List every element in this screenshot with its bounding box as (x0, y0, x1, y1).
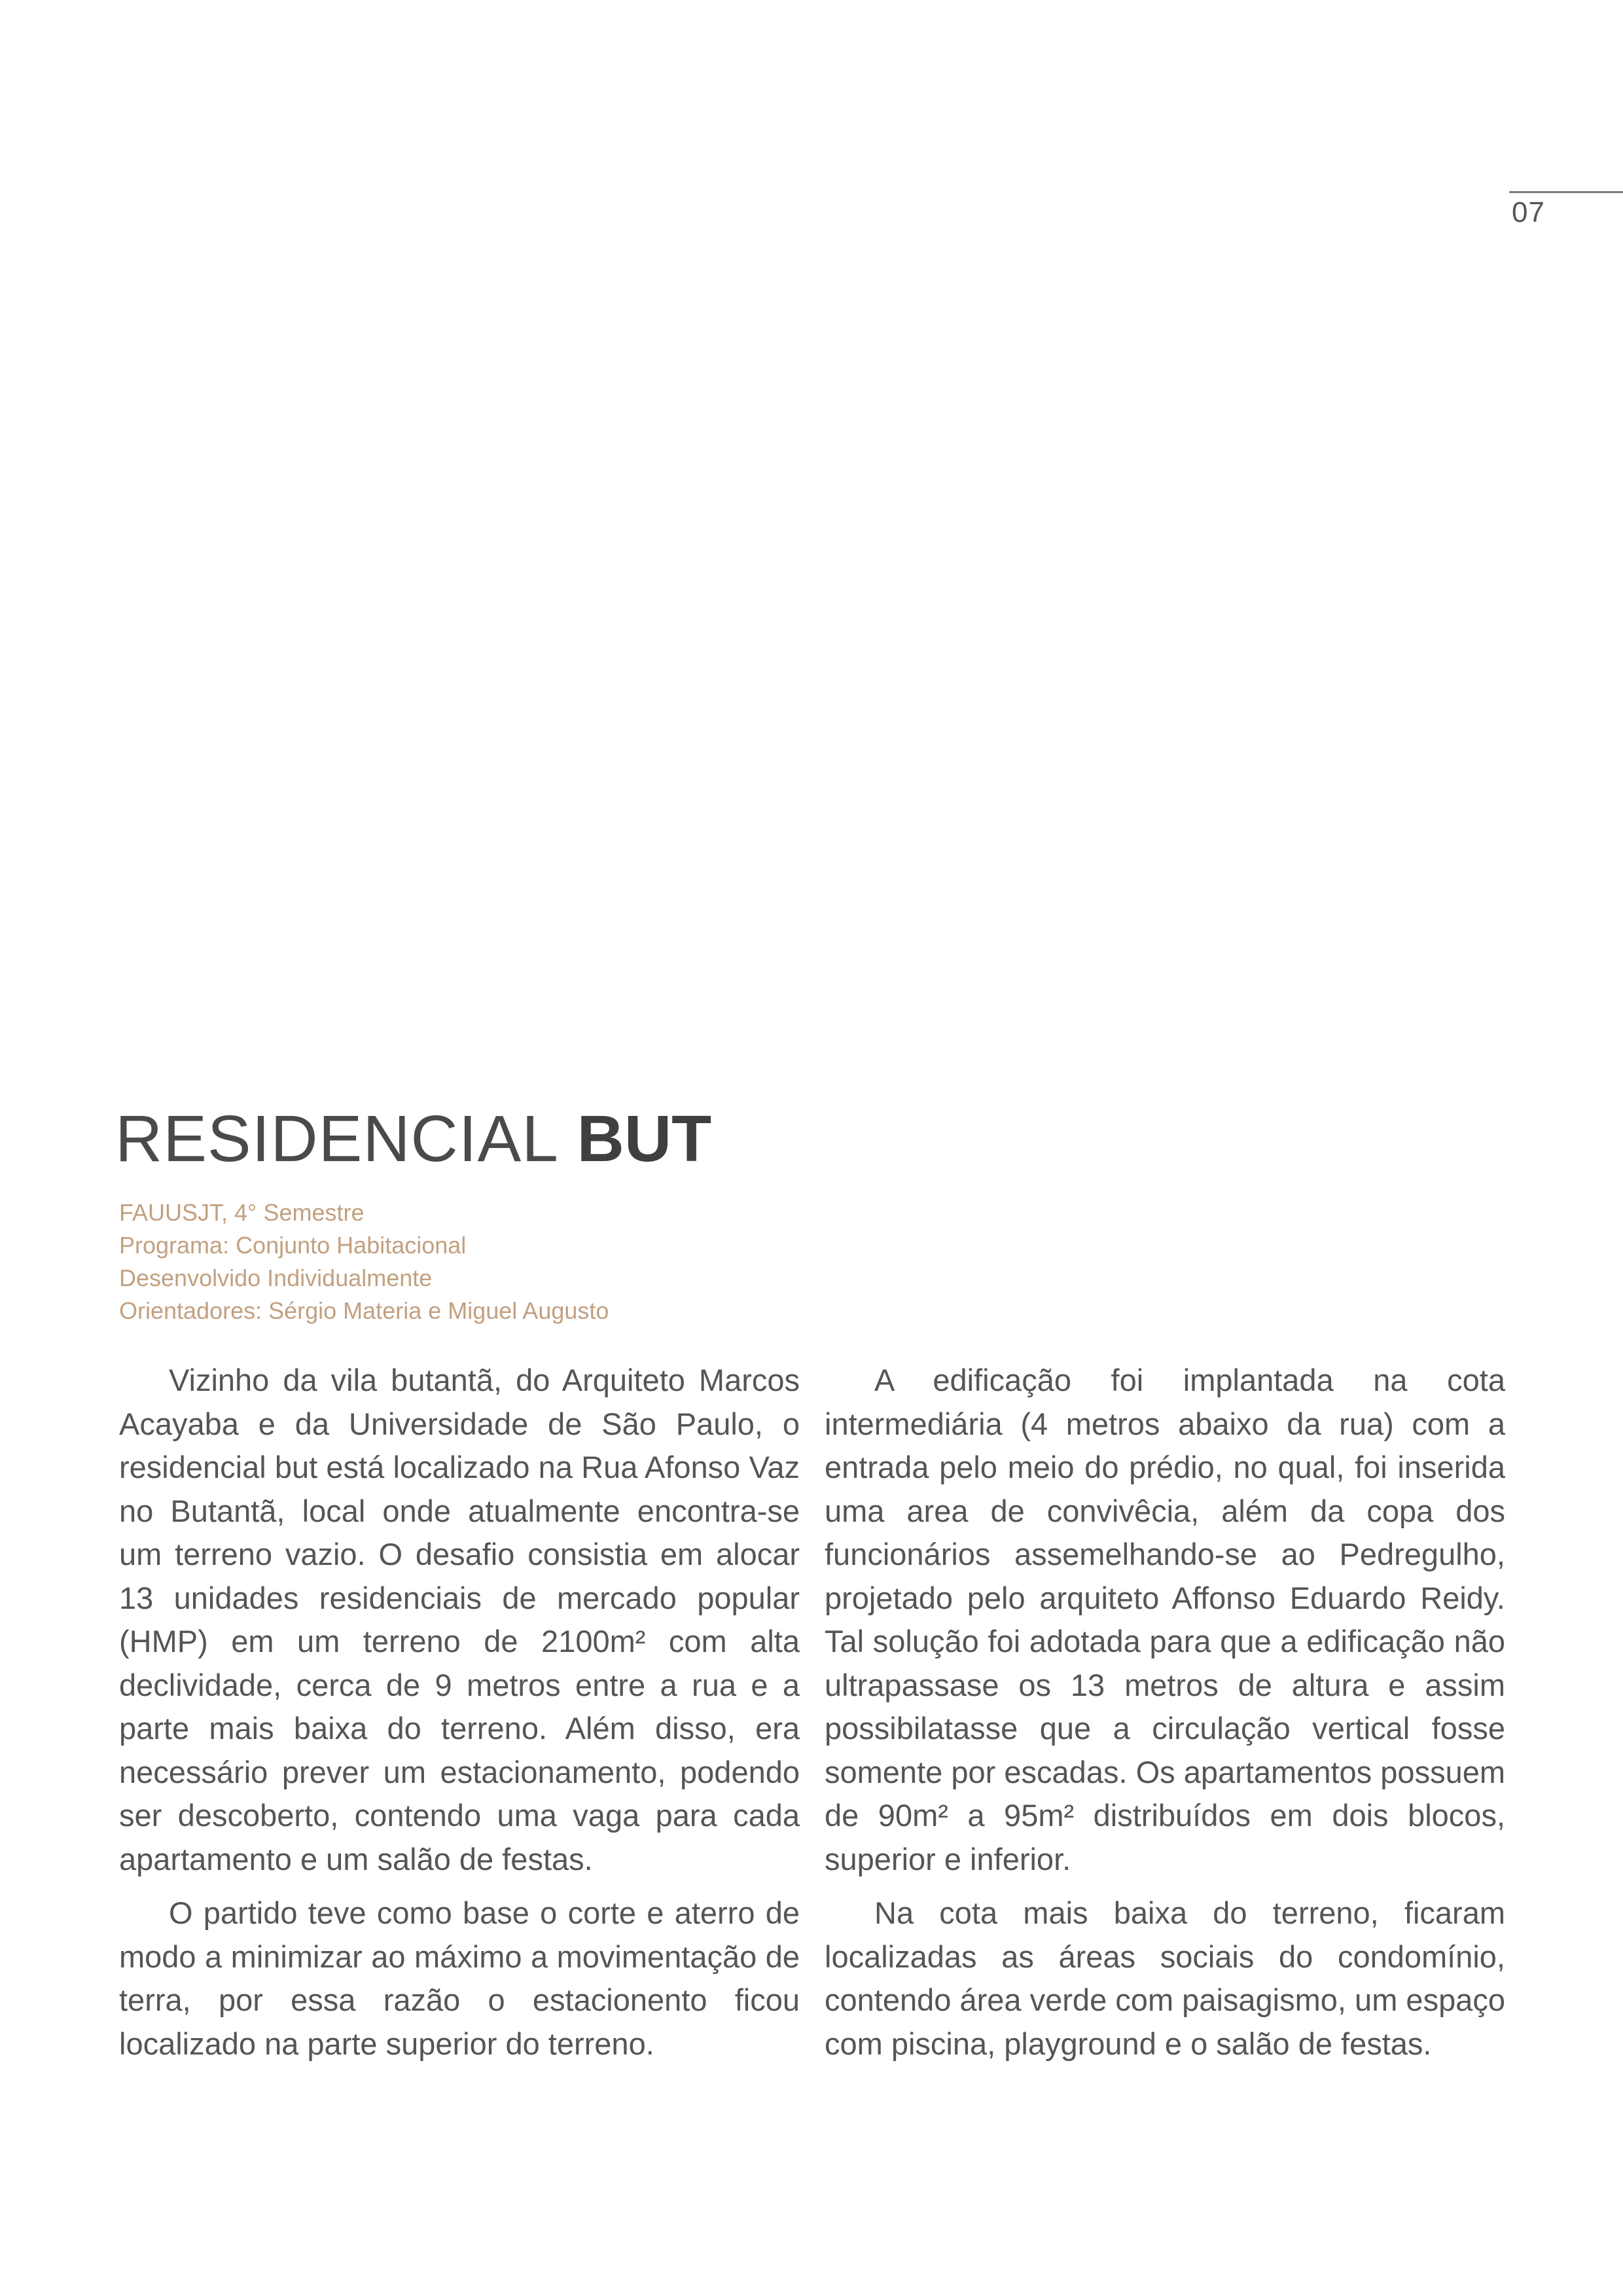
meta-development: Desenvolvido Individualmente (119, 1265, 433, 1291)
body-column-right (825, 1359, 1505, 2076)
body-column-left (119, 1359, 800, 2076)
meta-institution: FAUUSJT, 4° Semestre (119, 1199, 365, 1226)
title-bold: BUT (577, 1102, 712, 1175)
page-title (115, 1102, 712, 1175)
meta-program: Programa: Conjunto Habitacional (119, 1232, 467, 1259)
meta-advisors: Orientadores: Sérgio Materia e Miguel Augusto (119, 1297, 609, 1324)
project-meta (119, 1196, 609, 1327)
page-number: 07 (1512, 196, 1545, 228)
body-paragraph: A edificação foi implantada na cota intermediária (4 metros abaixo da rua) com a entrada pelo meio do prédio, no qual, foi inserida uma area de convivêcia, além da copa dos funcionários assemelhando-se ao Pedregulho, projetado pelo arquiteto Affonso Eduardo Reidy. Tal solução foi adotada para que a edificação não ultrapassase os 13 metros de altura e assim possibilatasse que a circulação vertical fosse somente por escadas. Os apartamentos possuem de 90m² a 95m² distribuídos em dois blocos, superior e inferior. (825, 1363, 1505, 1876)
page-number-rule (1509, 191, 1623, 193)
body-paragraph: Vizinho da vila butantã, do Arquiteto Marcos Acayaba e da Universidade de São Paulo, o residencial but está localizado na Rua Afonso Vaz no Butantã, local onde atualmente encontra-se um terreno vazio. O desafio consistia em alocar 13 unidades residenciais de mercado popular (HMP) em um terreno de 2100m² com alta declividade, cerca de 9 metros entre a rua e a parte mais baixa do terreno. Além disso, era necessário prever um estacionamento, podendo ser descoberto, contendo uma vaga para cada apartamento e um salão de festas. (119, 1363, 800, 1876)
body-paragraph: O partido teve como base o corte e aterro de modo a minimizar ao máximo a movimentação de terra, por essa razão o estacionento ficou localizado na parte superior do terreno. (119, 1895, 800, 2061)
title-light: RESIDENCIAL (115, 1102, 559, 1175)
body-paragraph: Na cota mais baixa do terreno, ficaram localizadas as áreas sociais do condomínio, contendo área verde com paisagismo, um espaço com piscina, playground e o salão de festas. (825, 1895, 1505, 2061)
